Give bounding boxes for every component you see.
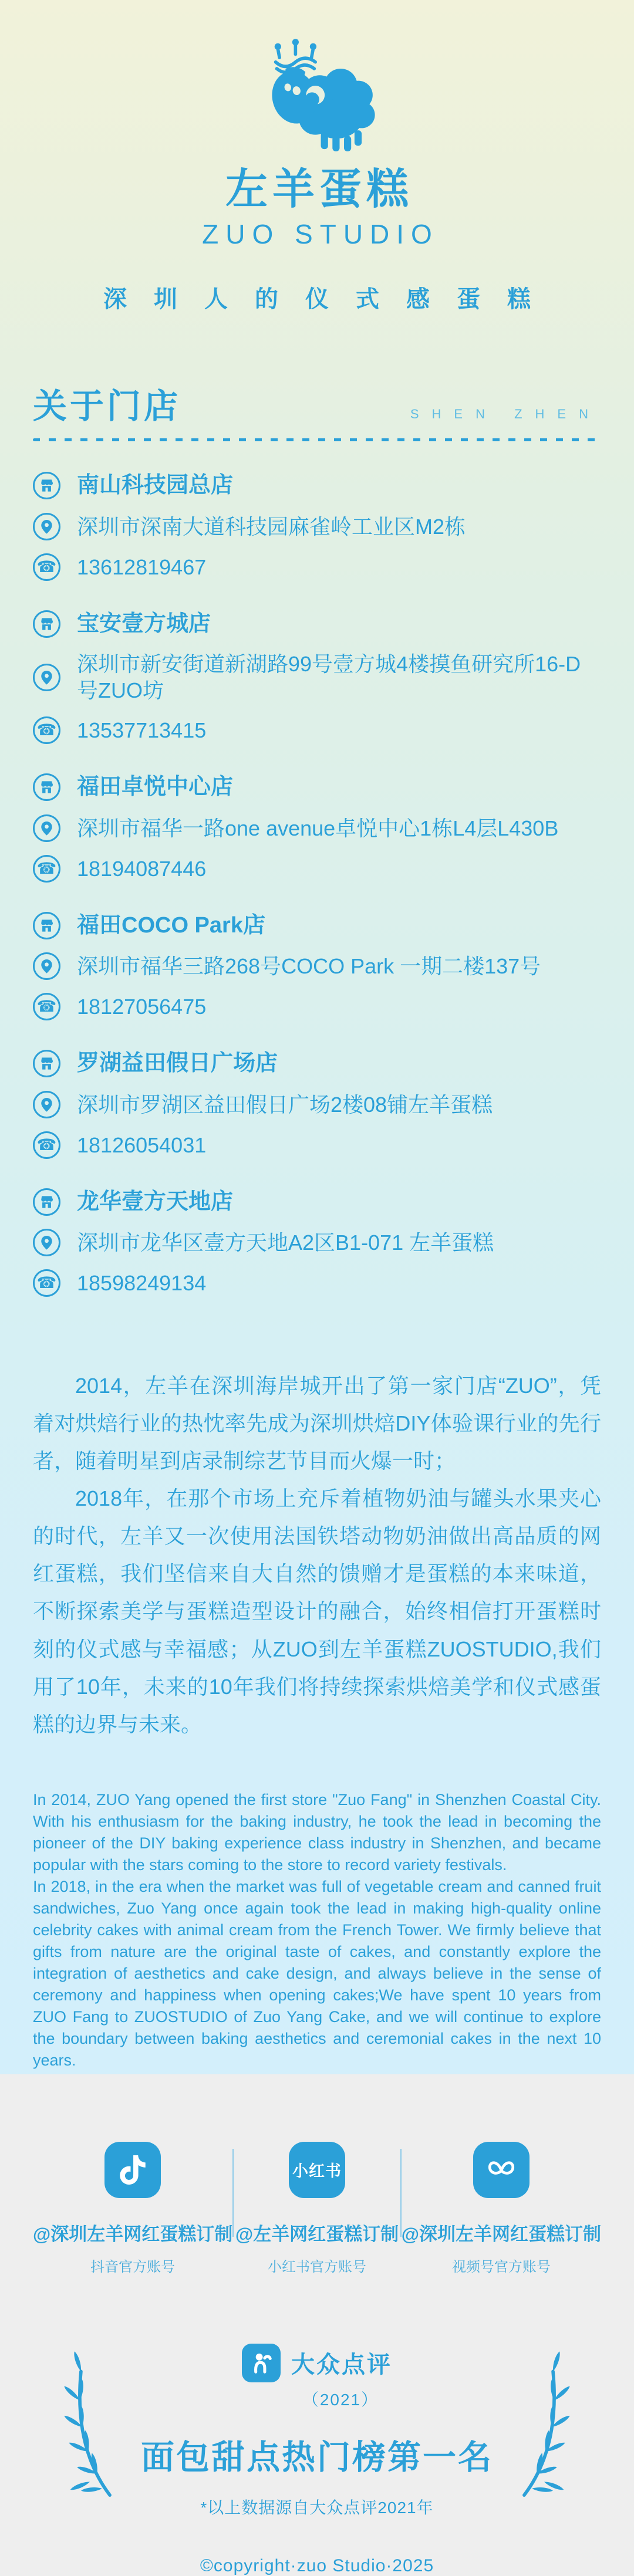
store-name-row: [33, 472, 601, 500]
award-platform: 大众点评: [291, 2352, 392, 2378]
dashed-divider: [33, 438, 601, 441]
social-xiaohongshu: [234, 2142, 400, 2276]
phone-icon: ☎: [33, 855, 60, 883]
brand-header: [33, 0, 601, 314]
section-title-en: SHEN ZHEN: [410, 407, 601, 421]
store-name-row: [33, 773, 601, 802]
store-phone[interactable]: 18598249134: [77, 1271, 207, 1295]
store-address-row: [33, 814, 601, 842]
store-address-row: [33, 952, 601, 980]
phone-icon: ☎: [33, 716, 60, 744]
brand-story-en: [33, 1789, 601, 2071]
story-zh-paragraph-2: 2018年，在那个市场上充斥着植物奶油与罐头水果夹心的时代，左羊又一次使用法国铁塔动物奶油做出高品质的网红蛋糕，我们坚信来自大自然的馈赠才是蛋糕的本来味道，不断探索美学与蛋糕造型设计的融合，始终相信打开蛋糕时刻的仪式感与幸福感；从ZUO到左羊蛋糕ZUOSTUDIO,我们用了10年，未来的10年我们将持续探索烘焙美学和仪式感蛋糕的边界与未来。: [33, 1486, 601, 1736]
brand-title: 左羊蛋糕: [225, 166, 413, 213]
storefront-icon: [33, 1188, 60, 1216]
storefront-icon: [33, 773, 60, 801]
wechat-channels-icon[interactable]: [473, 2142, 530, 2198]
award-footnote: *以上数据源自大众点评2021年: [200, 2498, 434, 2517]
brand-subtitle: ZUO STUDIO: [202, 219, 439, 249]
location-pin-icon: [33, 1229, 60, 1256]
social-accounts-row: [33, 2142, 601, 2276]
store-phone[interactable]: 18194087446: [77, 856, 207, 881]
store-address: 深圳市龙华区壹方天地A2区B1-071 左羊蛋糕: [77, 1230, 494, 1255]
xiaohongshu-icon-text: 小红书: [292, 2162, 342, 2181]
store-block: [33, 610, 601, 745]
location-pin-icon: [33, 814, 60, 842]
store-block: [33, 912, 601, 1021]
store-phone-row: [33, 553, 601, 581]
dianping-icon: [242, 2344, 281, 2382]
store-phone[interactable]: 18126054031: [77, 1133, 207, 1157]
store-block: [33, 1050, 601, 1159]
store-address: 深圳市深南大道科技园麻雀岭工业区M2栋: [77, 514, 466, 539]
storefront-icon: [33, 1050, 60, 1077]
wechat-channels-label: 视频号官方账号: [451, 2259, 551, 2275]
award-badge: [33, 2344, 601, 2518]
location-pin-icon: [33, 664, 60, 691]
location-pin-icon: [33, 952, 60, 980]
storefront-icon: [33, 912, 60, 939]
store-name: 罗湖益田假日广场店: [77, 1051, 278, 1076]
crowned-sheep-logo-icon: [254, 38, 380, 154]
douyin-handle[interactable]: @深圳左羊网红蛋糕订制: [33, 2223, 233, 2244]
laurel-branch-icon: [60, 2363, 121, 2499]
location-pin-icon: [33, 513, 60, 540]
story-en-paragraph-2: In 2018, in the era when the market was full of vegetable cream and canned fruit sandwiches, Zuo Yang once again took the lead in making high-quality online celebrity cakes with animal cream from the French Tower. We firmly believe that gifts from nature are the original taste of cakes, and constantly explore the integration of aesthetics and cake design, and always believe in the sense of ceremony and happiness when opening cakes;We have spent 10 years from ZUO Fang to ZUOSTUDIO of Zuo Yang Cake, and we will continue to explore the boundary between baking aesthetics and ceremonial cakes in the next 10 years.: [33, 1877, 601, 2069]
store-phone[interactable]: 13612819467: [77, 555, 207, 579]
wechat-channels-handle[interactable]: @深圳左羊网红蛋糕订制: [401, 2223, 601, 2244]
laurel-branch-icon: [513, 2363, 574, 2499]
store-address: 深圳市罗湖区益田假日广场2楼08铺左羊蛋糕: [77, 1092, 493, 1117]
brand-story-zh: [33, 1367, 601, 1743]
store-phone-row: [33, 1269, 601, 1297]
xiaohongshu-label: 小红书官方账号: [268, 2259, 366, 2275]
brand-tagline: 深圳人的仪式感蛋糕: [103, 286, 558, 312]
store-phone-row: [33, 993, 601, 1020]
store-block: [33, 472, 601, 581]
store-address: 深圳市新安街道新湖路99号壹方城4楼摸鱼研究所16-D号ZUO坊: [77, 652, 581, 702]
douyin-label: 抖音官方账号: [90, 2259, 176, 2275]
store-name-row: [33, 1050, 601, 1078]
xiaohongshu-icon[interactable]: [289, 2142, 345, 2198]
location-pin-icon: [33, 1091, 60, 1118]
douyin-icon[interactable]: [104, 2142, 161, 2198]
store-name: 福田COCO Park店: [77, 912, 265, 938]
phone-icon: ☎: [33, 1269, 60, 1297]
store-name: 福田卓悦中心店: [77, 775, 234, 799]
phone-icon: ☎: [33, 1131, 60, 1159]
store-address-row: [33, 1091, 601, 1118]
phone-icon: ☎: [33, 993, 60, 1020]
store-block: [33, 1188, 601, 1297]
store-phone[interactable]: 13537713415: [77, 718, 207, 742]
store-name: 宝安壹方城店: [77, 611, 211, 636]
social-wechat-channels: [402, 2142, 601, 2276]
store-name: 龙华壹方天地店: [77, 1189, 234, 1214]
store-name-row: [33, 912, 601, 940]
store-name: 南山科技园总店: [77, 473, 234, 498]
store-name-row: [33, 610, 601, 638]
store-address-row: [33, 513, 601, 540]
store-phone-row: [33, 1131, 601, 1159]
story-zh-paragraph-1: 2014，左羊在深圳海岸城开出了第一家门店“ZUO”，凭着对烘焙行业的热忱率先成为深圳烘焙DIY体验课行业的先行者，随着明星到店录制综艺节目而火爆一时；: [33, 1374, 601, 1473]
award-title: 面包甜点热门榜第一名: [141, 2438, 493, 2476]
story-en-paragraph-1: In 2014, ZUO Yang opened the first store "Zuo Fang" in Shenzhen Coastal City. With his enthusiasm for the baking industry, he took the lead in becoming the pioneer of the DIY baking experience class industry in Shenzhen, and became popular with the stars coming to the store to record variety festivals.: [33, 1790, 601, 1874]
store-phone-row: [33, 855, 601, 883]
store-name-row: [33, 1188, 601, 1216]
storefront-icon: [33, 610, 60, 638]
store-address-row: [33, 1229, 601, 1256]
award-year: （2021）: [302, 2390, 379, 2409]
store-address: 深圳市福华三路268号COCO Park 一期二楼137号: [77, 954, 541, 978]
social-douyin: [33, 2142, 232, 2276]
xiaohongshu-handle[interactable]: @左羊网红蛋糕订制: [235, 2223, 399, 2244]
store-address-row: [33, 651, 601, 704]
store-phone-row: [33, 716, 601, 744]
store-phone[interactable]: 18127056475: [77, 995, 207, 1019]
section-title: 关于门店: [33, 387, 181, 425]
stores-section: [33, 378, 601, 1297]
copyright-text: ©copyright·zuo Studio·2025: [200, 2555, 434, 2575]
store-address: 深圳市福华一路one avenue卓悦中心1栋L4层L430B: [77, 816, 559, 840]
store-block: [33, 773, 601, 883]
phone-icon: ☎: [33, 553, 60, 581]
storefront-icon: [33, 472, 60, 499]
